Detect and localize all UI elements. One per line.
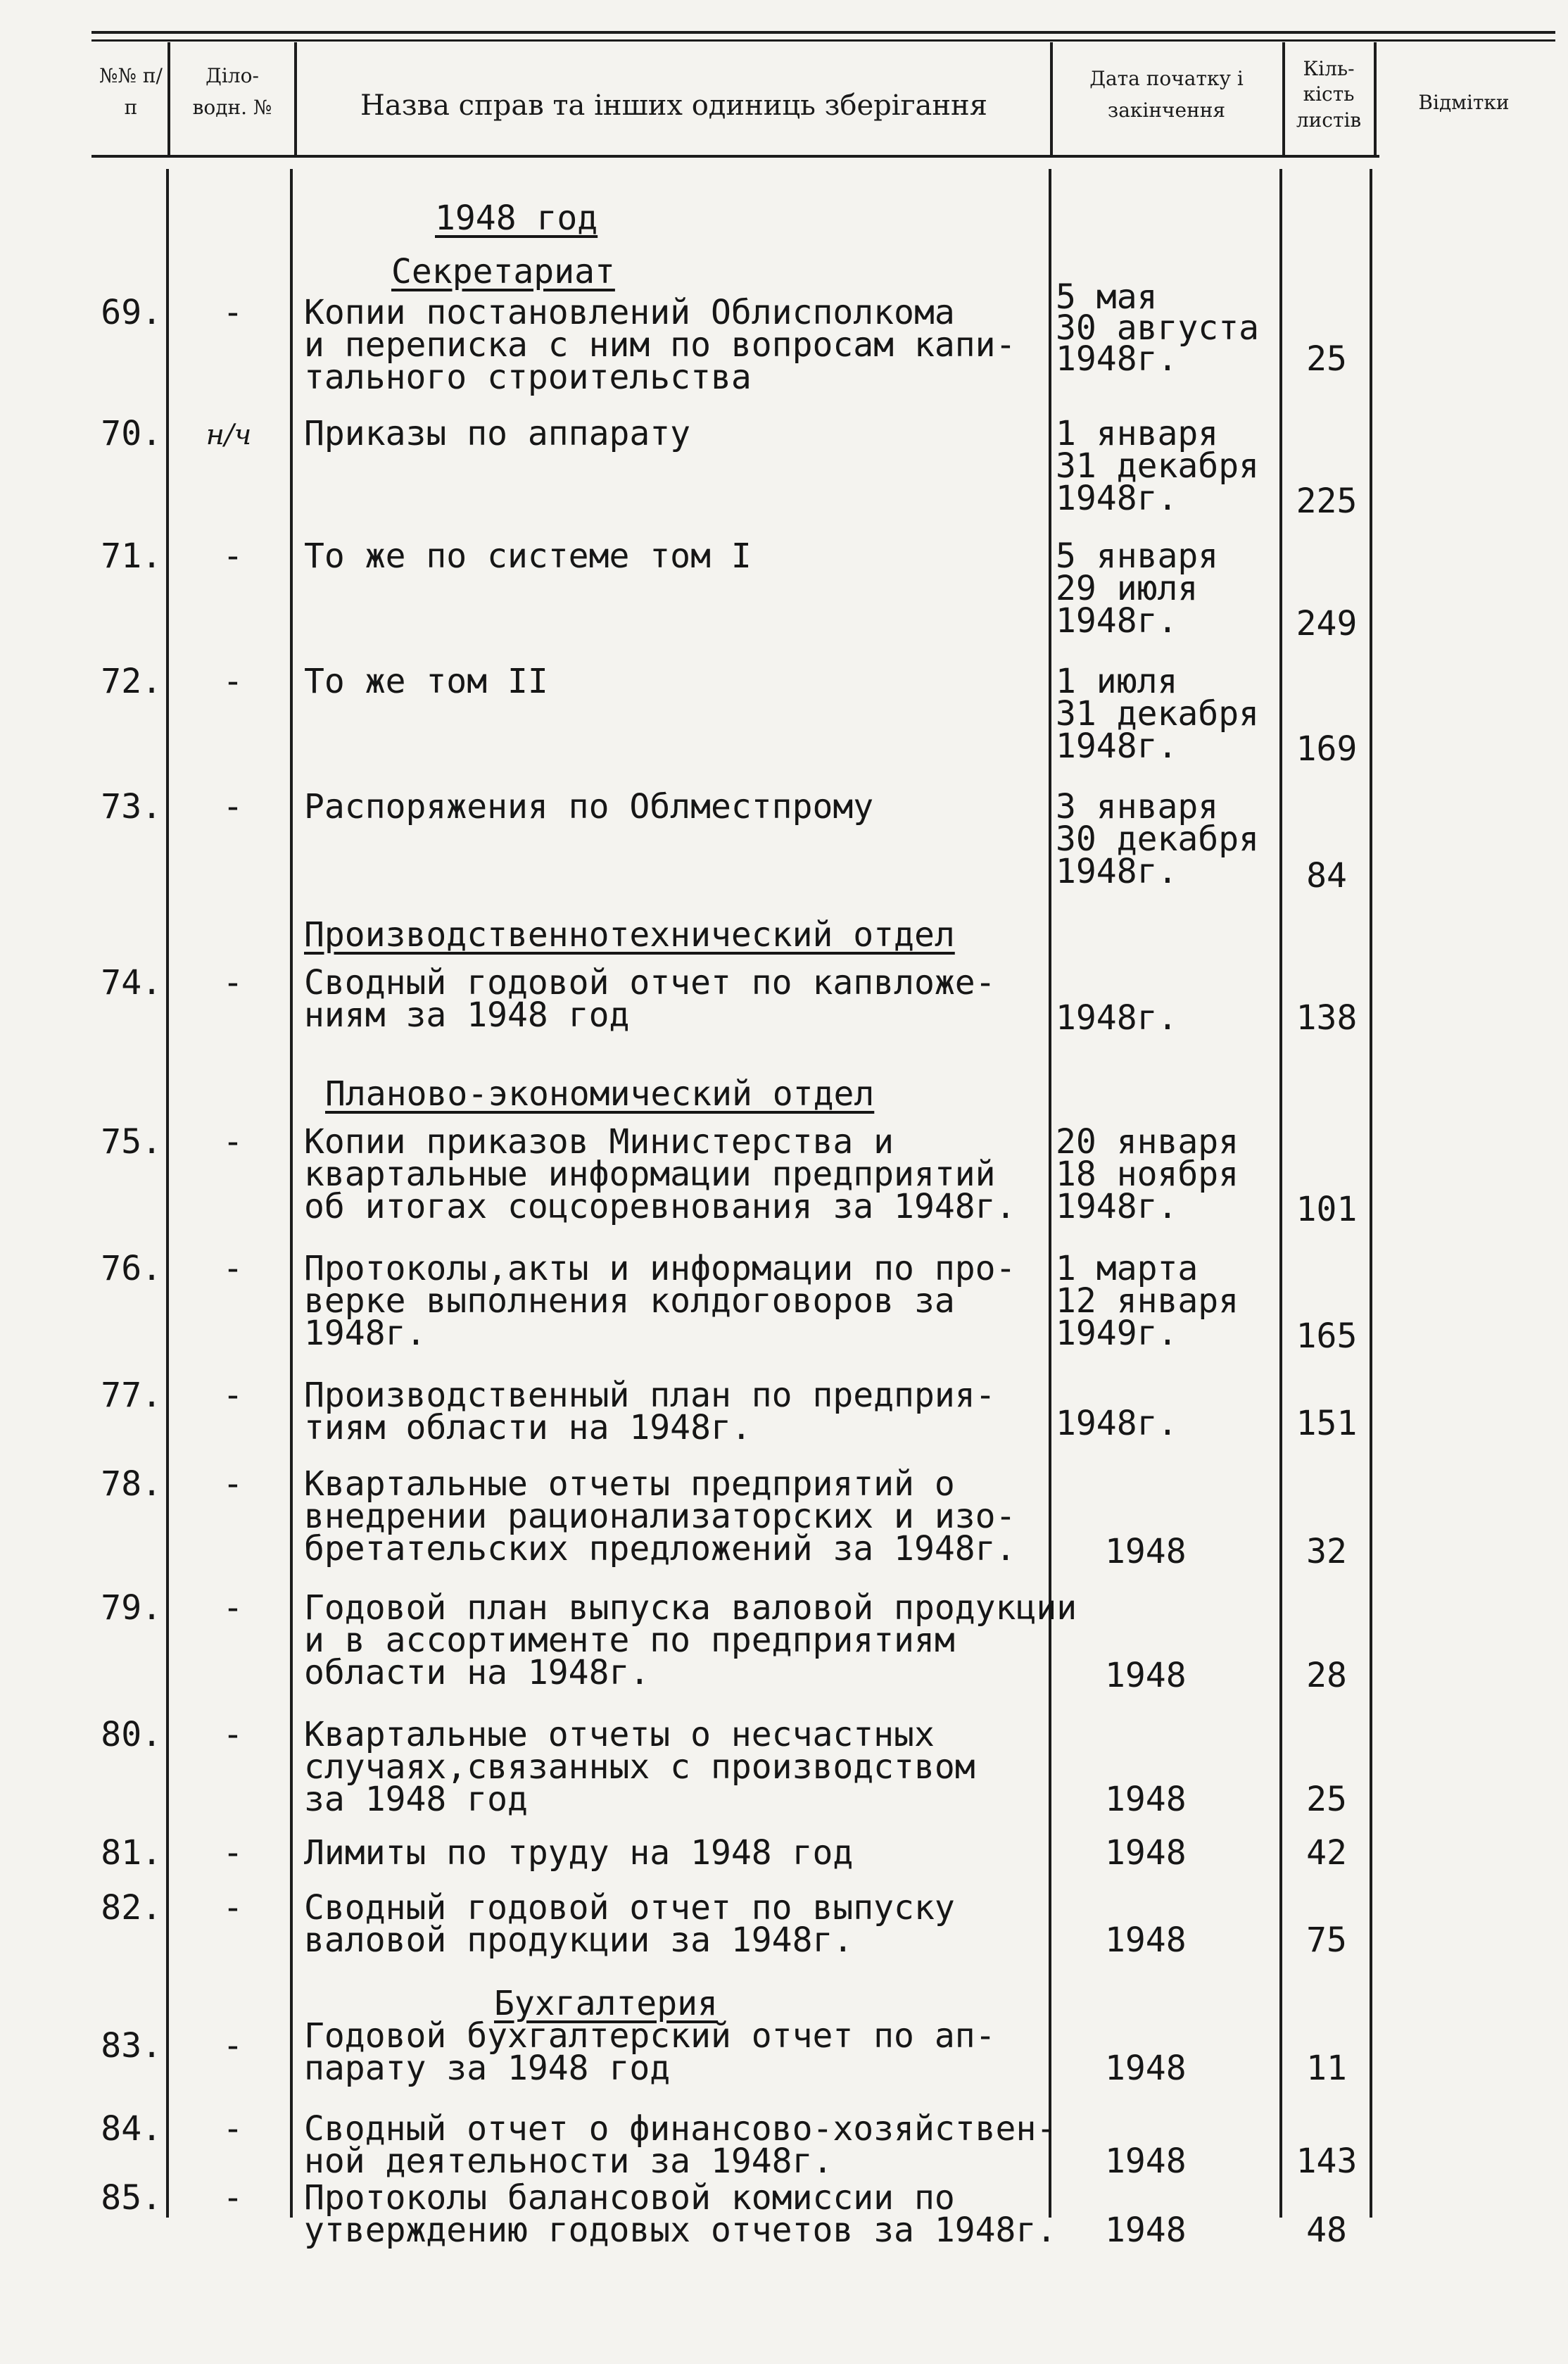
row-76-number: 76. (101, 1249, 162, 1288)
row-69-title-line1: Копии постановлений Облисполкома (304, 293, 955, 332)
row-76-date-end: 12 января (1056, 1281, 1239, 1321)
section-accounting: Бухгалтерия (494, 1984, 718, 2023)
row-74-title-line2: ниям за 1948 год (304, 995, 630, 1035)
row-77-sheet-count: 151 (1296, 1404, 1358, 1443)
row-74-title-line1: Сводный годовой отчет по капвложе- (304, 963, 996, 1002)
row-71-office: - (222, 536, 244, 576)
row-75-date-start: 20 января (1056, 1122, 1239, 1162)
row-82-number: 82. (101, 1888, 162, 1928)
header-divider-2 (294, 42, 297, 156)
row-76-date-start: 1 марта (1056, 1249, 1199, 1288)
row-73-date-end: 30 декабря (1056, 819, 1259, 859)
row-78-title-line2: внедрении рационализаторских и изо- (304, 1497, 1016, 1536)
row-83-title-line1: Годовой бухгалтерский отчет по ап- (304, 2016, 996, 2056)
row-79-title-line2: и в ассортименте по предприятиям (304, 1621, 955, 1660)
header-col-num: №№ п/п (99, 64, 163, 119)
row-83-date-year: 1948 (1105, 2049, 1187, 2088)
row-73-office: - (222, 787, 244, 826)
body-divider-2 (290, 169, 293, 2218)
row-69-number: 69. (101, 293, 162, 332)
row-78-title-line3: бретательских предложений за 1948г. (304, 1529, 1016, 1568)
row-83-number: 83. (101, 2026, 162, 2066)
row-79-sheet-count: 28 (1306, 1656, 1347, 1695)
row-69-date-year: 1948г. (1056, 339, 1178, 379)
row-84-title-line2: ной деятельности за 1948г. (304, 2142, 833, 2181)
row-70-date-year: 1948г. (1056, 479, 1178, 518)
header-bottom-rule (91, 155, 1379, 158)
row-70-title-line1: Приказы по аппарату (304, 414, 691, 453)
row-75-title-line2: квартальные информации предприятий (304, 1155, 996, 1194)
header-divider-5 (1374, 42, 1377, 156)
row-72-sheet-count: 169 (1296, 729, 1358, 769)
header-top-rule (91, 31, 1555, 34)
row-79-office: - (222, 1588, 244, 1628)
row-71-title-line1: То же по системе том I (304, 536, 752, 576)
row-74-number: 74. (101, 963, 162, 1002)
row-72-date-year: 1948г. (1056, 727, 1178, 766)
row-83-sheet-count: 11 (1306, 2049, 1347, 2088)
row-77-date-year: 1948г. (1056, 1404, 1178, 1443)
row-73-date-start: 3 января (1056, 787, 1219, 826)
row-84-date-year: 1948 (1105, 2142, 1187, 2181)
row-76-sheet-count: 165 (1296, 1316, 1358, 1356)
header-divider-3 (1050, 42, 1053, 156)
row-79-date-year: 1948 (1105, 1656, 1187, 1695)
body-divider-3 (1049, 169, 1051, 2218)
row-82-office: - (222, 1888, 244, 1928)
row-75-sheet-count: 101 (1296, 1190, 1358, 1229)
row-70-office-mark: н/ч (206, 419, 252, 451)
row-75-date-year: 1948г. (1056, 1187, 1178, 1226)
row-84-office: - (222, 2109, 244, 2149)
row-69-sheet-count: 25 (1306, 339, 1347, 379)
row-69-title-line2: и переписка с ним по вопросам капи- (304, 325, 1016, 365)
row-80-sheet-count: 25 (1306, 1780, 1347, 1819)
row-75-date-end: 18 ноября (1056, 1155, 1239, 1194)
row-77-title-line2: тиям области на 1948г. (304, 1408, 752, 1447)
row-85-date-year: 1948 (1105, 2211, 1187, 2250)
row-74-sheet-count: 138 (1296, 998, 1358, 1038)
row-84-sheet-count: 143 (1296, 2142, 1358, 2181)
row-69-office: - (222, 293, 244, 332)
row-72-date-end: 31 декабря (1056, 694, 1259, 734)
row-79-title-line1: Годовой план выпуска валовой продукции (304, 1588, 1077, 1628)
row-82-title-line1: Сводный годовой отчет по выпуску (304, 1888, 955, 1928)
row-71-date-year: 1948г. (1056, 601, 1178, 641)
row-82-sheet-count: 75 (1306, 1920, 1347, 1960)
row-85-title-line1: Протоколы балансовой комиссии по (304, 2178, 955, 2218)
row-72-office: - (222, 662, 244, 701)
row-72-date-start: 1 июля (1056, 662, 1178, 701)
section-planning: Планово-экономический отдел (325, 1074, 875, 1114)
row-80-title-line1: Квартальные отчеты о несчастных (304, 1715, 935, 1754)
row-74-date-year: 1948г. (1056, 998, 1178, 1038)
row-73-number: 73. (101, 787, 162, 826)
row-73-sheet-count: 84 (1306, 856, 1347, 895)
row-81-number: 81. (101, 1833, 162, 1873)
row-70-sheet-count: 225 (1296, 482, 1358, 521)
row-69-date-start: 5 мая (1056, 277, 1158, 317)
row-80-office: - (222, 1715, 244, 1754)
row-82-date-year: 1948 (1105, 1920, 1187, 1960)
row-73-title-line1: Распоряжения по Облместпрому (304, 787, 874, 826)
row-76-title-line3: 1948г. (304, 1314, 426, 1353)
row-71-date-start: 5 января (1056, 536, 1219, 576)
row-72-title-line1: То же том II (304, 662, 548, 701)
row-72-number: 72. (101, 662, 162, 701)
header-divider-4 (1282, 42, 1285, 156)
row-69-date-end: 30 августа (1056, 308, 1259, 348)
row-76-office: - (222, 1249, 244, 1288)
header-top-rule-2 (91, 39, 1555, 42)
row-71-number: 71. (101, 536, 162, 576)
row-69-title-line3: тального строительства (304, 358, 752, 397)
row-79-title-line3: области на 1948г. (304, 1653, 650, 1692)
row-83-office: - (222, 2026, 244, 2066)
row-70-date-start: 1 января (1056, 414, 1219, 453)
year-heading: 1948 год (435, 199, 598, 238)
row-80-number: 80. (101, 1715, 162, 1754)
body-divider-1 (166, 169, 169, 2218)
row-80-date-year: 1948 (1105, 1780, 1187, 1819)
row-77-number: 77. (101, 1376, 162, 1415)
row-78-sheet-count: 32 (1306, 1532, 1347, 1571)
row-81-sheet-count: 42 (1306, 1833, 1347, 1873)
row-70-number: 70. (101, 414, 162, 453)
header-col-notes: Відмітки (1418, 91, 1510, 114)
row-78-office: - (222, 1464, 244, 1504)
row-73-date-year: 1948г. (1056, 852, 1178, 891)
header-col-dates: Дата початку і закінчення (1089, 67, 1244, 122)
row-76-title-line1: Протоколы,акты и информации по про- (304, 1249, 1016, 1288)
header-divider-1 (167, 42, 170, 156)
row-75-office: - (222, 1122, 244, 1162)
row-84-number: 84. (101, 2109, 162, 2149)
row-74-office: - (222, 963, 244, 1002)
row-77-title-line1: Производственный план по предприя- (304, 1376, 996, 1415)
row-82-title-line2: валовой продукции за 1948г. (304, 1920, 854, 1960)
row-81-date-year: 1948 (1105, 1833, 1187, 1873)
header-col-office: Діло- водн. № (192, 64, 272, 119)
header-col-count: Кіль- кість листів (1296, 57, 1362, 132)
row-71-sheet-count: 249 (1296, 604, 1358, 643)
row-85-office: - (222, 2178, 244, 2218)
row-71-date-end: 29 июля (1056, 569, 1199, 608)
row-85-title-line2: утверждению годовых отчетов за 1948г. (304, 2211, 1057, 2250)
row-81-title-line1: Лимиты по труду на 1948 год (304, 1833, 854, 1873)
row-78-number: 78. (101, 1464, 162, 1504)
row-75-number: 75. (101, 1122, 162, 1162)
row-85-number: 85. (101, 2178, 162, 2218)
row-70-date-end: 31 декабря (1056, 446, 1259, 486)
section-secretariat: Секретариат (391, 252, 615, 291)
row-79-number: 79. (101, 1588, 162, 1628)
row-76-title-line2: верке выполнения колдоговоров за (304, 1281, 955, 1321)
row-75-title-line1: Копии приказов Министерства и (304, 1122, 894, 1162)
row-77-office: - (222, 1376, 244, 1415)
row-78-date-year: 1948 (1105, 1532, 1187, 1571)
row-85-sheet-count: 48 (1306, 2211, 1347, 2250)
row-80-title-line3: за 1948 год (304, 1780, 528, 1819)
row-78-title-line1: Квартальные отчеты предприятий о (304, 1464, 955, 1504)
row-81-office: - (222, 1833, 244, 1873)
section-production: Производственнотехнический отдел (304, 915, 955, 955)
row-75-title-line3: об итогах соцсоревнования за 1948г. (304, 1187, 1016, 1226)
row-76-date-year: 1949г. (1056, 1314, 1178, 1353)
header-col-title: Назва справ та інших одиниць зберігання (360, 89, 987, 122)
row-80-title-line2: случаях,связанных с производством (304, 1747, 975, 1787)
row-84-title-line1: Сводный отчет о финансово-хозяйствен- (304, 2109, 1057, 2149)
row-83-title-line2: парату за 1948 год (304, 2049, 671, 2088)
